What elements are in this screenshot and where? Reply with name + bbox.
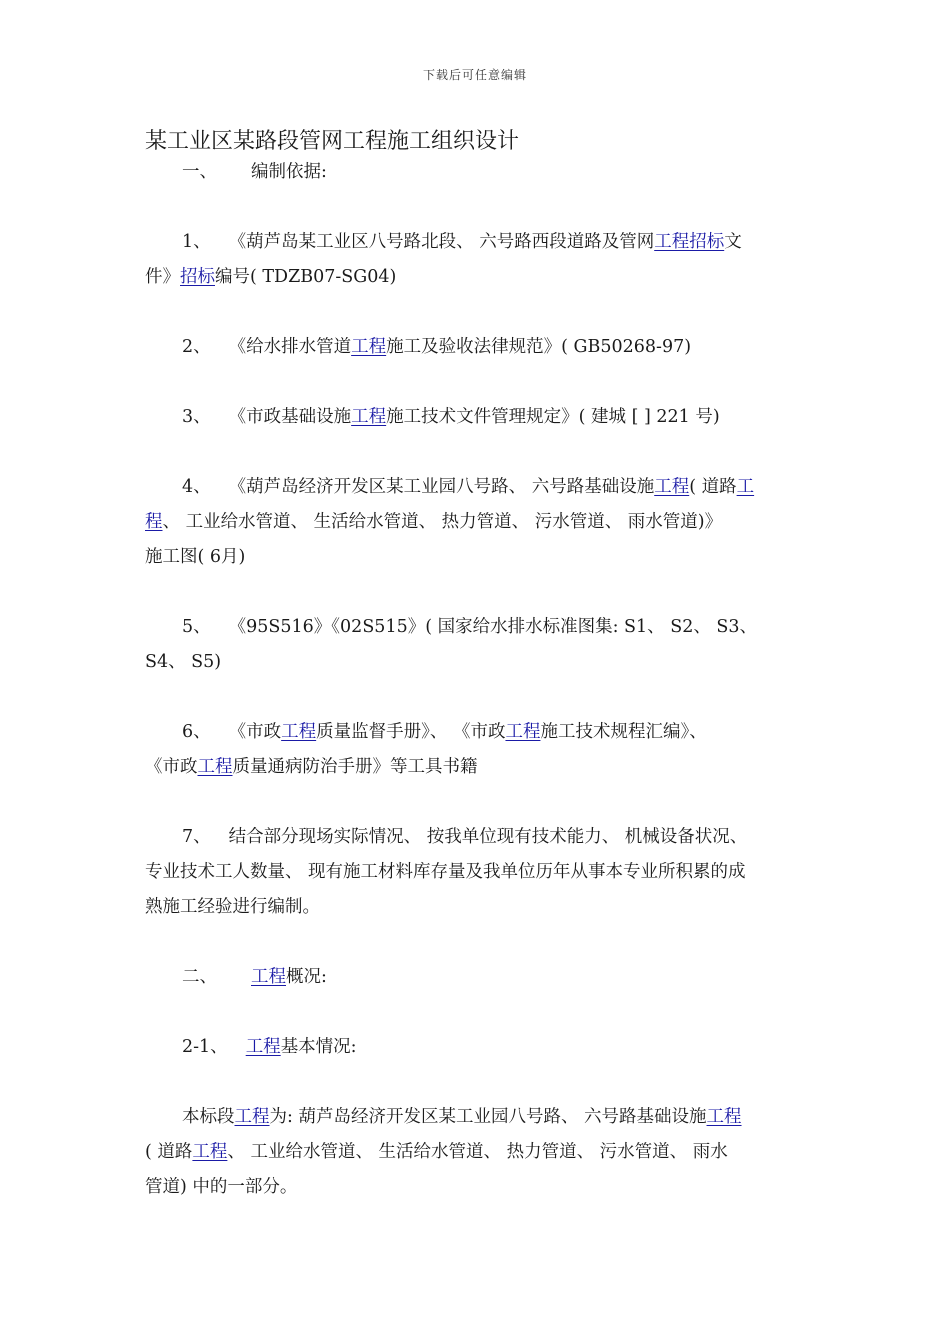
item-5-line-1 [145, 609, 847, 645]
paragraph-text: ( 道路 [145, 1142, 193, 1162]
link-engineering[interactable]: 工程 [281, 722, 317, 742]
section-number: 二、 [182, 967, 217, 987]
item-text: 、 工业给水管道、 生活给水管道、 热力管道、 污水管道、 雨水管道)》 [162, 512, 723, 532]
link-engineering[interactable]: 工程 [192, 1142, 228, 1162]
item-text: 文 [724, 232, 742, 252]
link-engineering[interactable]: 工程 [251, 967, 286, 987]
paragraph-line-1 [145, 1099, 847, 1135]
item-text: 《葫芦岛某工业区八号路北段、 六号路西段道路及管网 [228, 232, 655, 252]
item-text: 《市政 [145, 757, 198, 777]
subsection-label: 基本情况: [280, 1037, 357, 1057]
item-number: 7、 [182, 827, 211, 847]
item-1-line-1 [145, 224, 847, 260]
item-text: 《市政 [228, 722, 282, 742]
item-text: 熟施工经验进行编制。 [145, 897, 320, 917]
link-engineering[interactable]: 工程 [351, 337, 387, 357]
paragraph-line-3 [145, 1169, 810, 1205]
section-heading-1 [145, 154, 847, 190]
item-text: S4、 S5) [145, 652, 222, 672]
section-heading-2 [145, 959, 847, 995]
item-6-line-2 [145, 749, 810, 785]
link-engineering[interactable]: 工程 [245, 1037, 281, 1057]
page-header: 下载后可任意编辑 [422, 68, 527, 82]
item-text: 施工技术文件管理规定》( 建城 [ ] 221 号) [386, 407, 720, 427]
item-text: 结合部分现场实际情况、 按我单位现有技术能力、 机械设备状况、 [228, 827, 748, 847]
item-text: 专业技术工人数量、 现有施工材料库存量及我单位历年从事本专业所积累的成 [145, 862, 746, 882]
paragraph-text: 、 工业给水管道、 生活给水管道、 热力管道、 污水管道、 雨水 [227, 1142, 728, 1162]
subsection-2-1 [145, 1029, 847, 1065]
link-engineering[interactable]: 工程 [654, 477, 690, 497]
item-7-line-3 [145, 889, 810, 925]
section-label: 概况: [286, 967, 327, 987]
item-text: 件》 [145, 267, 180, 287]
item-1-line-2 [145, 259, 810, 295]
document-title: 某工业区某路段管网工程施工组织设计 [145, 129, 520, 154]
item-text: 施工及验收法律规范》( GB50268-97) [386, 337, 692, 357]
item-4-line-2 [145, 504, 810, 540]
item-text: 施工图( 6月) [145, 547, 246, 567]
item-text: 《市政基础设施 [228, 407, 352, 427]
link-engineering-part-1[interactable]: 工 [736, 477, 755, 497]
link-engineering[interactable]: 工程 [706, 1107, 742, 1127]
item-text: 质量通病防治手册》等工具书籍 [232, 757, 478, 777]
item-4-line-3 [145, 539, 810, 575]
item-text: 施工技术规程汇编》、 [540, 722, 707, 742]
item-6-line-1 [145, 714, 847, 750]
item-number: 3、 [182, 407, 211, 427]
link-engineering-bidding[interactable]: 工程招标 [654, 232, 725, 252]
item-7-line-1 [145, 819, 847, 855]
link-engineering[interactable]: 工程 [197, 757, 233, 777]
item-text: 《给水排水管道 [228, 337, 352, 357]
item-number: 2、 [182, 337, 211, 357]
item-number: 6、 [182, 722, 211, 742]
section-label: 编制依据: [251, 162, 327, 182]
paragraph-line-2 [145, 1134, 810, 1170]
item-number: 4、 [182, 477, 211, 497]
link-bidding[interactable]: 招标 [180, 267, 215, 287]
item-3 [145, 399, 847, 435]
link-engineering[interactable]: 工程 [505, 722, 541, 742]
item-text: ( 道路 [689, 477, 737, 497]
paragraph-text: 为: 葫芦岛经济开发区某工业园八号路、 六号路基础设施 [269, 1107, 707, 1127]
item-7-line-2 [145, 854, 810, 890]
item-number: 5、 [182, 617, 211, 637]
paragraph-text: 本标段 [182, 1107, 235, 1127]
item-4-line-1 [145, 469, 847, 505]
paragraph-text: 管道) 中的一部分。 [145, 1177, 298, 1197]
item-text: 质量监督手册》、 《市政 [316, 722, 506, 742]
link-engineering-part-2[interactable]: 程 [145, 512, 163, 532]
link-engineering[interactable]: 工程 [351, 407, 387, 427]
link-engineering[interactable]: 工程 [234, 1107, 270, 1127]
item-2 [145, 329, 847, 365]
item-number: 1、 [182, 232, 211, 252]
item-text: 《葫芦岛经济开发区某工业园八号路、 六号路基础设施 [228, 477, 655, 497]
item-5-line-2 [145, 644, 810, 680]
item-text: 编号( TDZB07-SG04) [215, 267, 397, 287]
item-text: 《95S516》《02S515》( 国家给水排水标准图集: S1、 S2、 S3、 [228, 617, 758, 637]
subsection-number: 2-1、 [182, 1037, 228, 1057]
section-number: 一、 [182, 162, 217, 182]
